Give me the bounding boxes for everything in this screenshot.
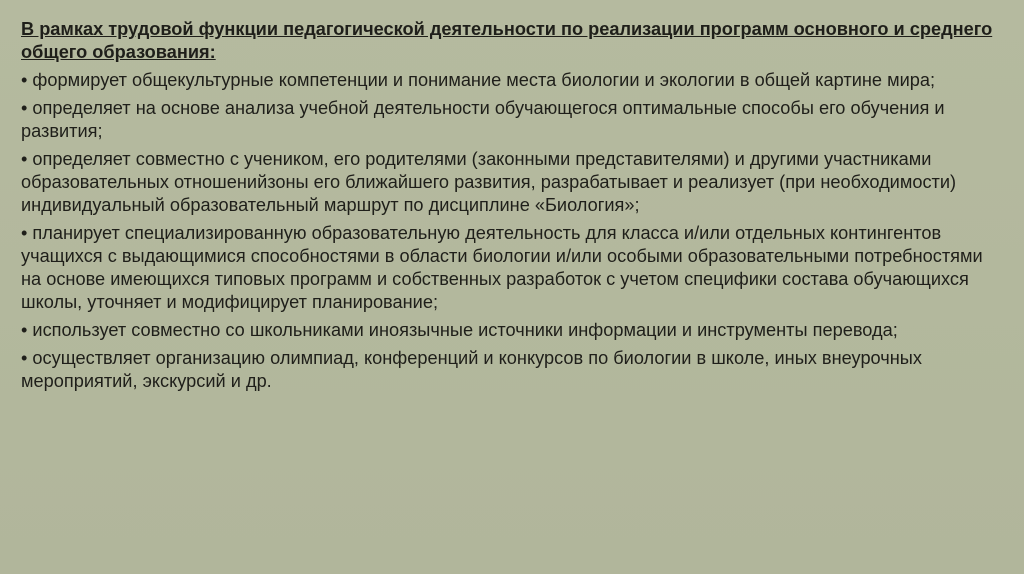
- bullet-item: • определяет на основе анализа учебной деятельности обучающегося оптимальные способы его обучения и развития;: [21, 98, 945, 141]
- bullet-item: • формирует общекультурные компетенции и понимание места биологии и экологии в общей картине мира;: [21, 70, 936, 90]
- bullet-item: • определяет совместно с учеником, его родителями (законными представителями) и другими участниками образовательных отношенийзоны его ближайшего развития, разрабатывает и реализует (при необходимости) индивидуальный образовательный маршрут по дисциплине «Биология»;: [21, 149, 957, 215]
- bullet-item: • осуществляет организацию олимпиад, конференций и конкурсов по биологии в школе, иных внеурочных мероприятий, экскурсий и др.: [21, 348, 922, 391]
- slide-content: [21, 18, 1006, 398]
- bullet-item: • планирует специализированную образовательную деятельность для класса и/или отдельных контингентов учащихся с выдающимися способностями в области биологии и/или особыми образовательными потребностями на основе имеющихся типовых программ и собственных разработок с учетом специфики состава обучающихся школы, уточняет и модифицирует планирование;: [21, 223, 983, 312]
- bullet-list: [21, 69, 1006, 393]
- bullet-item: • использует совместно со школьниками иноязычные источники информации и инструменты перевода;: [21, 320, 898, 340]
- slide-heading: В рамках трудовой функции педагогической деятельности по реализации программ основного и среднего общего образования:: [21, 19, 993, 62]
